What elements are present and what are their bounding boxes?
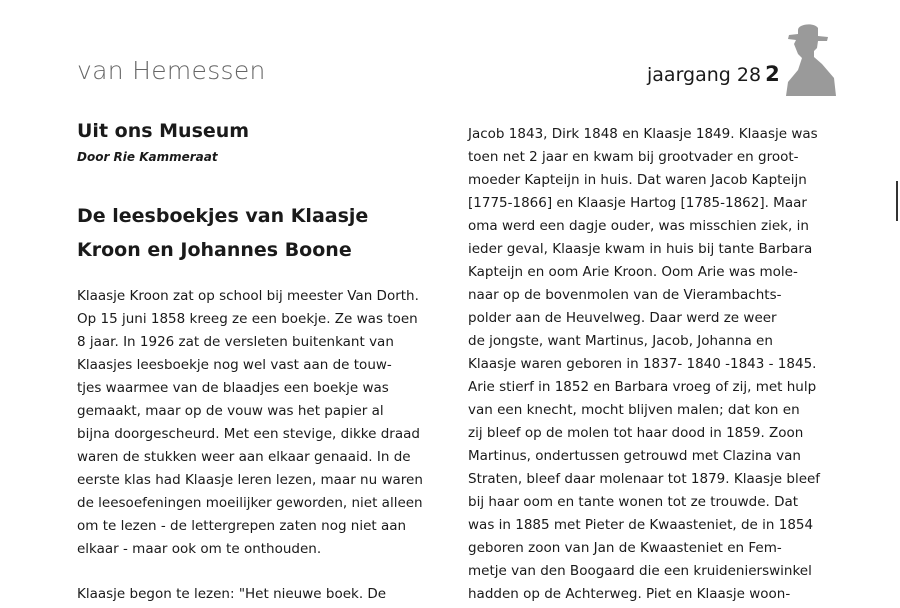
text-line: Klaasje Kroon zat op school bij meester Van Dorth.: [77, 288, 419, 304]
headline-line: De leesboekjes van Klaasje: [77, 205, 369, 227]
text-line: zij bleef op de molen tot haar dood in 1859. Zoon: [468, 425, 804, 441]
text-line: geboren zoon van Jan de Kwaasteniet en Fem-: [468, 540, 782, 556]
magazine-title: van Hemessen: [77, 56, 266, 85]
text-line: metje van den Boogaard die een kruidenierswinkel: [468, 563, 812, 579]
text-line: toen net 2 jaar en kwam bij grootvader en groot-: [468, 149, 799, 165]
text-line: van een knecht, mocht blijven malen; dat kon en: [468, 402, 800, 418]
text-line: bij haar oom en tante wonen tot ze trouwde. Dat: [468, 494, 799, 510]
text-line: eerste klas had Klaasje leren lezen, maar nu waren: [77, 472, 423, 488]
text-line: hadden op de Achterweg. Piet en Klaasje woon-: [468, 586, 791, 602]
left-column: [77, 285, 423, 561]
text-line: ieder geval, Klaasje kwam in huis bij tante Barbara: [468, 241, 813, 257]
author-byline: Door Rie Kammeraat: [77, 150, 218, 164]
headline-line: Kroon en Johannes Boone: [77, 239, 352, 261]
right-column: [468, 123, 820, 606]
text-line: Arie stierf in 1852 en Barbara vroeg of zij, met hulp: [468, 379, 817, 395]
text-line: moeder Kapteijn in huis. Dat waren Jacob Kapteijn: [468, 172, 807, 188]
text-line: Kapteijn en oom Arie Kroon. Oom Arie was mole-: [468, 264, 798, 280]
text-line: was in 1885 met Pieter de Kwaasteniet, de in 1854: [468, 517, 814, 533]
text-line: om te lezen - de lettergrepen zaten nog niet aan: [77, 518, 407, 534]
text-line: Jacob 1843, Dirk 1848 en Klaasje 1849. Klaasje was: [468, 126, 818, 142]
man-with-hat-silhouette-logo: [784, 22, 838, 96]
text-line: polder aan de Heuvelweg. Daar werd ze weer: [468, 310, 777, 326]
text-line: naar op de bovenmolen van de Vierambachts-: [468, 287, 782, 303]
page-number: 2: [765, 62, 780, 86]
text-line: 8 jaar. In 1926 zat de versleten buitenkant van: [77, 334, 394, 350]
issue-label: jaargang 28: [647, 64, 762, 86]
text-line: Martinus, ondertussen getrouwd met Clazina van: [468, 448, 801, 464]
text-line: Klaasje begon te lezen: "Het nieuwe boek. De: [77, 586, 387, 602]
text-line: [1775-1866] en Klaasje Hartog [1785-1862]. Maar: [468, 195, 807, 211]
text-line: bijna doorgescheurd. Met een stevige, dikke draad: [77, 426, 420, 442]
text-line: waren de stukken weer aan elkaar genaaid. In de: [77, 449, 411, 465]
left-column-paragraph-2: [77, 583, 386, 606]
text-line: Straten, bleef daar molenaar tot 1879. Klaasje bleef: [468, 471, 821, 487]
text-line: oma werd een dagje ouder, was misschien ziek, in: [468, 218, 809, 234]
text-line: de leesoefeningen moeilijker geworden, niet alleen: [77, 495, 423, 511]
text-line: tjes waarmee van de blaadjes een boekje was: [77, 380, 389, 396]
text-line: Klaasje waren geboren in 1837- 1840 -1843 - 1845.: [468, 356, 817, 372]
text-line: gemaakt, maar op de vouw was het papier al: [77, 403, 384, 419]
text-line: de jongste, want Martinus, Jacob, Johanna en: [468, 333, 773, 349]
article-headline: [77, 199, 437, 267]
scroll-edge-marker: [896, 181, 898, 221]
text-line: Klaasjes leesboekje nog wel vast aan de touw-: [77, 357, 392, 373]
issue-label-container: [647, 62, 780, 86]
text-line: elkaar - maar ook om te onthouden.: [77, 541, 322, 557]
text-line: Op 15 juni 1858 kreeg ze een boekje. Ze was toen: [77, 311, 418, 327]
section-title: Uit ons Museum: [77, 120, 250, 142]
